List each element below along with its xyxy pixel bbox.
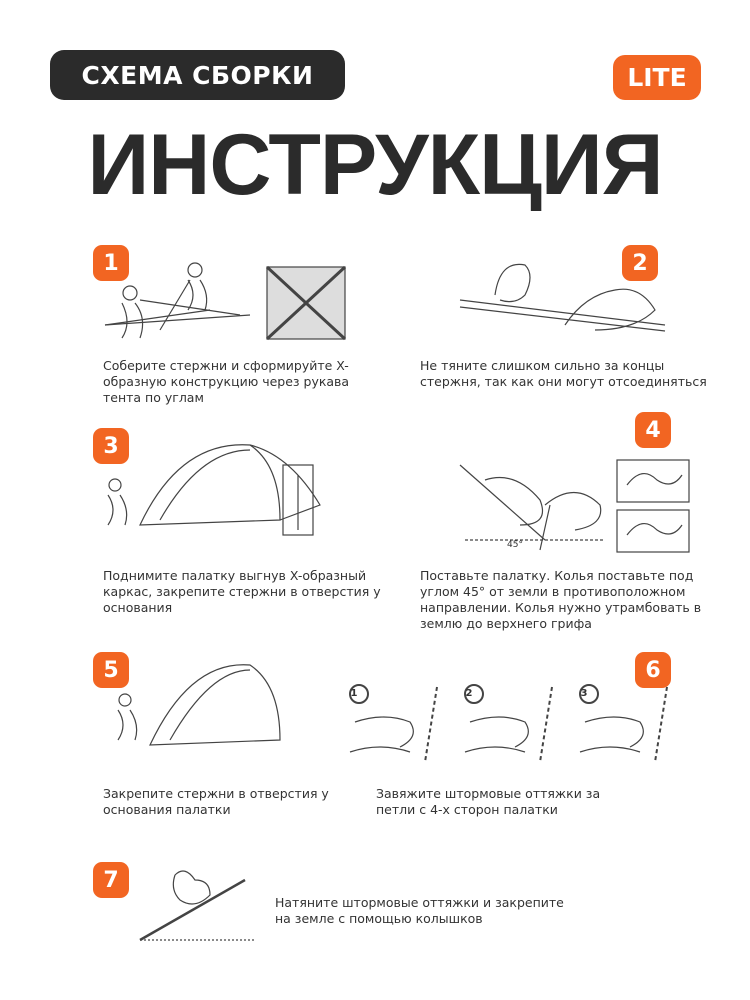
step-2-text: Не тяните слишком сильно за концы стержня, так как они могут отсоединяться xyxy=(420,358,707,389)
step-1-text: Соберите стержни и сформируйте X-образную конструкцию через рукава тента по углам xyxy=(103,358,350,405)
step-4-illustration xyxy=(455,455,695,555)
step-5-badge: 5 xyxy=(93,652,129,688)
step-3-badge: 3 xyxy=(93,428,129,464)
step-2-illustration xyxy=(455,255,675,345)
step-7-illustration xyxy=(135,865,265,945)
step-4-text: Поставьте палатку. Колья поставьте под углом 45° от земли в противоположном направлении. Колья нужно утрамбовать в землю до верхнего грифа xyxy=(420,568,702,631)
step-3-illustration xyxy=(100,440,340,540)
substep-3-label: 3 xyxy=(580,688,588,699)
step-5-text: Закрепите стержни в отверстия у основания палатки xyxy=(103,786,329,817)
step-3-text: Поднимите палатку выгнув X-образный каркас, закрепите стержни в отверстия у основания xyxy=(103,568,381,615)
page-title: ИНСТРУКЦИЯ xyxy=(87,117,663,213)
step-7-badge: 7 xyxy=(93,862,129,898)
substep-2-label: 2 xyxy=(465,688,473,699)
step-1-illustration xyxy=(100,255,350,345)
step-6-text: Завяжите штормовые оттяжки за петли с 4-х сторон палатки xyxy=(376,786,601,817)
angle-label: 45° xyxy=(507,540,523,550)
step-4-badge: 4 xyxy=(635,412,671,448)
step-6-badge: 6 xyxy=(635,652,671,688)
step-6-illustration xyxy=(345,682,700,777)
scheme-label: СХЕМА СБОРКИ xyxy=(50,50,345,100)
substep-1-label: 1 xyxy=(350,688,358,699)
step-7-text: Натяните штормовые оттяжки и закрепите на земле с помощью колышков xyxy=(275,895,564,926)
step-2-badge: 2 xyxy=(622,245,658,281)
step-5-illustration xyxy=(100,655,300,765)
edition-badge: LITE xyxy=(613,55,701,100)
step-1-badge: 1 xyxy=(93,245,129,281)
